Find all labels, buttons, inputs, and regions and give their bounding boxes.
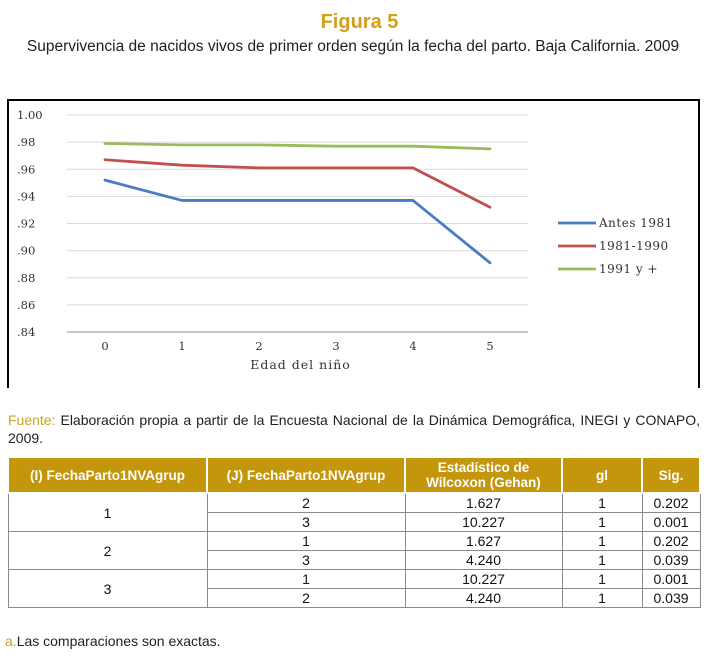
j-cell: 1 [207, 570, 405, 589]
table-row [8, 493, 700, 513]
series-line [105, 143, 490, 148]
gl-cell: 1 [562, 551, 642, 570]
gl-cell: 1 [562, 532, 642, 551]
gl-cell: 1 [562, 570, 642, 589]
header-sig: Sig. [642, 457, 700, 493]
source-text: Elaboración propia a partir de la Encuesta Nacional de la Dinámica Demográfica, INEGI y CONAPO, 2009. [8, 412, 700, 446]
sig-cell: 0.001 [642, 570, 700, 589]
stat-cell: 4.240 [405, 551, 562, 570]
y-tick-label: .86 [17, 297, 36, 312]
line-chart [9, 101, 698, 388]
gl-cell: 1 [562, 493, 642, 513]
y-tick-label: .96 [17, 162, 36, 177]
legend-label: 1981-1990 [599, 239, 669, 253]
j-cell: 2 [207, 493, 405, 513]
group-i-cell: 1 [8, 493, 207, 532]
legend-label: 1991 y + [599, 262, 659, 276]
group-i-cell: 3 [8, 570, 207, 608]
source-note [8, 411, 700, 447]
sig-cell: 0.202 [642, 532, 700, 551]
stat-cell: 1.627 [405, 532, 562, 551]
gl-cell: 1 [562, 589, 642, 608]
j-cell: 3 [207, 513, 405, 532]
legend-label: Antes 1981 [599, 216, 673, 230]
figure-title: Supervivencia de nacidos vivos de primer orden según la fecha del parto. Baja California. 2009 [26, 38, 680, 55]
table-header-row [8, 457, 700, 493]
footnote-text: Las comparaciones son exactas. [16, 633, 221, 649]
header-gl: gl [562, 457, 642, 493]
sig-cell: 0.039 [642, 551, 700, 570]
figure-label: Figura 5 [320, 11, 399, 33]
footnote [5, 633, 221, 649]
gl-cell: 1 [562, 513, 642, 532]
header-j: (J) FechaParto1NVAgrup [207, 457, 405, 493]
group-i-cell: 2 [8, 532, 207, 570]
x-axis-title: Edad del niño [250, 357, 351, 372]
x-tick-label: 5 [486, 339, 494, 353]
x-tick-label: 4 [409, 339, 417, 353]
table-row [8, 532, 700, 551]
j-cell: 2 [207, 589, 405, 608]
x-tick-label: 1 [178, 339, 186, 353]
y-tick-label: .94 [17, 189, 36, 204]
sig-cell: 0.202 [642, 493, 700, 513]
x-tick-label: 2 [255, 339, 263, 353]
j-cell: 1 [207, 532, 405, 551]
stat-cell: 4.240 [405, 589, 562, 608]
stat-cell: 10.227 [405, 570, 562, 589]
x-tick-label: 0 [101, 339, 109, 353]
y-tick-label: 1.00 [17, 108, 43, 122]
sig-cell: 0.001 [642, 513, 700, 532]
footnote-mark: a. [5, 633, 17, 649]
header-i: (I) FechaParto1NVAgrup [8, 457, 207, 493]
stat-cell: 1.627 [405, 493, 562, 513]
y-tick-label: .92 [17, 216, 36, 231]
y-tick-label: .98 [17, 135, 36, 150]
source-label: Fuente: [8, 412, 56, 428]
x-tick-label: 3 [332, 339, 340, 353]
chart-frame [7, 99, 700, 388]
sig-cell: 0.039 [642, 589, 700, 608]
y-tick-label: .90 [17, 243, 36, 258]
header-statistic: Estadístico de Wilcoxon (Gehan) [405, 457, 562, 493]
table-row [8, 570, 700, 589]
y-tick-label: .84 [17, 325, 36, 339]
j-cell: 3 [207, 551, 405, 570]
y-tick-label: .88 [17, 270, 36, 285]
wilcoxon-table [7, 456, 701, 608]
stat-cell: 10.227 [405, 513, 562, 532]
